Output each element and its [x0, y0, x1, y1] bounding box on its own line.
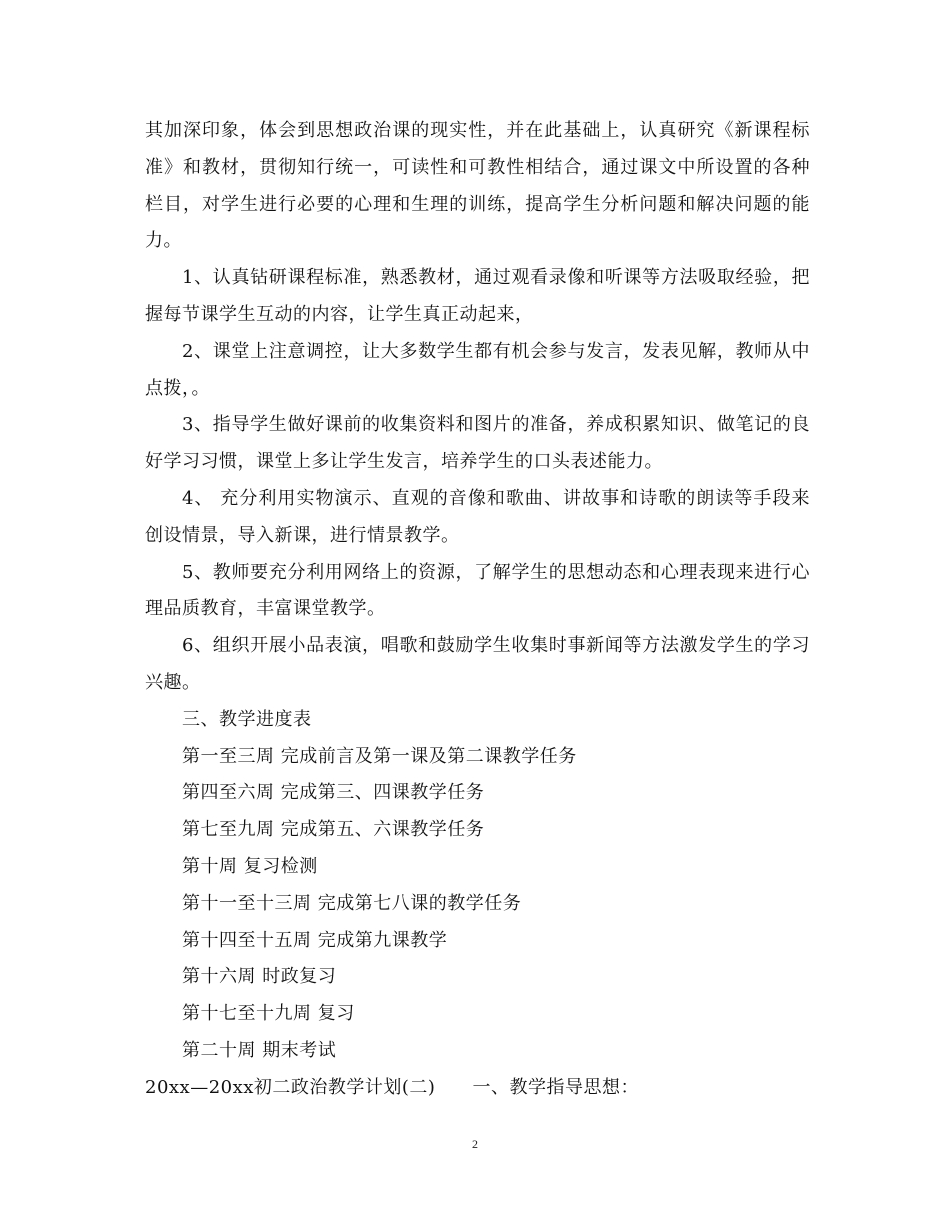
intro-paragraph: 其加深印象，体会到思想政治课的现实性，并在此基础上，认真研究《新课程标准》和教材，贯彻知行统一，可读性和可教性相结合，通过课文中所设置的各种栏目，对学生进行必要的心理和生理的训练，提高学生分析问题和解决问题的能力。 — [145, 120, 810, 252]
next-plan-heading: 20xx—20xx初二政治教学计划(二) 一、教学指导思想： — [145, 1076, 639, 1098]
schedule-heading: 三、教学进度表 — [182, 708, 312, 730]
schedule-row: 第七至九周 完成第五、六课教学任务 — [182, 819, 485, 841]
method-item-4: 4、 充分利用实物演示、直观的音像和歌曲、讲故事和诗歌的朗读等手段来创设情景，导入新课，进行情景教学。 — [145, 487, 810, 546]
schedule-row: 第四至六周 完成第三、四课教学任务 — [182, 782, 485, 804]
method-item-1: 1、认真钻研课程标准，熟悉教材，通过观看录像和听课等方法吸取经验，把握每节课学生互动的内容，让学生真正动起来， — [145, 267, 810, 325]
method-item-5: 5、教师要充分利用网络上的资源，了解学生的思想动态和心理表现来进行心理品质教育，丰富课堂教学。 — [145, 561, 810, 620]
schedule-row: 第十周 复习检测 — [182, 855, 318, 877]
page-number: 2 — [472, 1137, 478, 1151]
schedule-row: 第二十周 期末考试 — [182, 1039, 337, 1061]
page-content — [145, 113, 810, 1107]
schedule-row: 第十一至十三周 完成第七八课的教学任务 — [182, 892, 522, 914]
method-item-2: 2、课堂上注意调控，让大多数学生都有机会参与发言，发表见解，教师从中点拨，。 — [145, 340, 810, 399]
schedule-row: 第十六周 时政复习 — [182, 966, 337, 988]
schedule-row: 第十四至十五周 完成第九课教学 — [182, 929, 448, 951]
method-item-6: 6、组织开展小品表演，唱歌和鼓励学生收集时事新闻等方法激发学生的学习兴趣。 — [145, 635, 810, 693]
schedule-row: 第十七至十九周 复习 — [182, 1003, 355, 1025]
method-item-3: 3、指导学生做好课前的收集资料和图片的准备，养成积累知识、做笔记的良好学习习惯，课堂上多让学生发言，培养学生的口头表述能力。 — [145, 414, 810, 473]
schedule-row: 第一至三周 完成前言及第一课及第二课教学任务 — [182, 745, 577, 767]
